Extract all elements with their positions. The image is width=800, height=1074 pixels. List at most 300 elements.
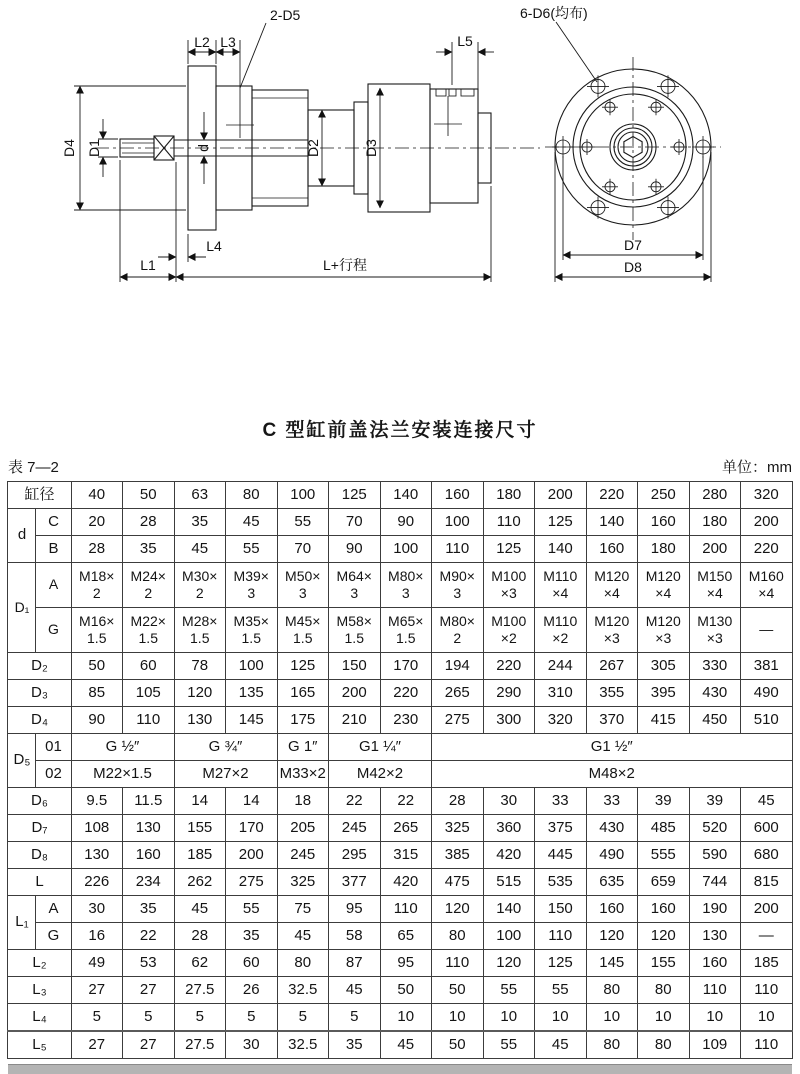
table-cell: 40: [71, 482, 123, 509]
table-cell: 80: [277, 950, 329, 977]
table-cell: 130: [123, 815, 175, 842]
table-cell: 26: [226, 977, 278, 1004]
table-cell: 87: [329, 950, 381, 977]
dim-label-d3: D3: [363, 139, 379, 157]
table-cell: —: [741, 923, 793, 950]
table-cell: 110: [432, 536, 484, 563]
table-row: [8, 1031, 792, 1059]
table-cell: 55: [483, 977, 535, 1004]
table-cell: 160: [586, 536, 638, 563]
table-cell: 10: [432, 1004, 484, 1032]
table-cell: 50: [432, 977, 484, 1004]
table-cell: 53: [123, 950, 175, 977]
table-cell: M120 ×3: [638, 608, 690, 653]
table-cell: 110: [535, 923, 587, 950]
table-cell: 210: [329, 707, 381, 734]
table-cell: 62: [174, 950, 226, 977]
table-cell: M30× 2: [174, 563, 226, 608]
table-cell: 109: [689, 1031, 741, 1059]
dim-label-d1: D1: [86, 139, 102, 157]
table-cell: 22: [329, 788, 381, 815]
table-cell: 33: [586, 788, 638, 815]
table-cell: 32.5: [277, 1031, 329, 1059]
table-cell: 125: [535, 509, 587, 536]
table-cell: 27: [71, 1031, 123, 1059]
table-cell: M22× 1.5: [123, 608, 175, 653]
table-cell: 360: [483, 815, 535, 842]
dim-label-l5: L5: [457, 33, 473, 49]
table-cell: 275: [226, 869, 278, 896]
table-cell: 90: [71, 707, 123, 734]
table-cell: M100 ×2: [483, 608, 535, 653]
table-cell: 108: [71, 815, 123, 842]
table-cell: 27: [123, 977, 175, 1004]
table-cell: 381: [741, 653, 793, 680]
table-cell: 262: [174, 869, 226, 896]
table-cell: 420: [380, 869, 432, 896]
table-cell: 120: [586, 923, 638, 950]
table-cell: 265: [380, 815, 432, 842]
dim-label-d8: D8: [624, 259, 642, 275]
table-cell: 28: [174, 923, 226, 950]
table-cell: 80: [586, 977, 638, 1004]
table-cell: G1 ¼″: [329, 734, 432, 761]
table-cell: 80: [586, 1031, 638, 1059]
table-cell: 175: [277, 707, 329, 734]
table-cell: 220: [483, 653, 535, 680]
dimension-table: [7, 481, 792, 1059]
table-cell: 515: [483, 869, 535, 896]
table-cell: 170: [226, 815, 278, 842]
table-cell: 160: [638, 896, 690, 923]
table-cell: 385: [432, 842, 484, 869]
table-cell: M100 ×3: [483, 563, 535, 608]
table-cell: 135: [226, 680, 278, 707]
row-label: D₄: [8, 707, 71, 734]
table-cell: 78: [174, 653, 226, 680]
table-cell: 27: [123, 1031, 175, 1059]
table-cell: 10: [741, 1004, 793, 1032]
table-row: [8, 653, 792, 680]
row-label: L₃: [8, 977, 71, 1004]
table-cell: 110: [741, 977, 793, 1004]
table-cell: 125: [483, 536, 535, 563]
row-sub-label: G: [36, 608, 71, 653]
table-cell: 50: [380, 977, 432, 1004]
table-cell: 45: [535, 1031, 587, 1059]
table-cell: 9.5: [71, 788, 123, 815]
table-cell: M35× 1.5: [226, 608, 278, 653]
table-cell: 520: [689, 815, 741, 842]
table-cell: 45: [174, 536, 226, 563]
table-cell: 325: [277, 869, 329, 896]
table-cell: M80× 3: [380, 563, 432, 608]
table-cell: 190: [689, 896, 741, 923]
table-cell: 20: [71, 509, 123, 536]
table-cell: 14: [174, 788, 226, 815]
table-cell: 95: [380, 950, 432, 977]
table-cell: 30: [483, 788, 535, 815]
table-cell: M33×2: [277, 761, 329, 788]
table-cell: 475: [432, 869, 484, 896]
table-cell: 220: [380, 680, 432, 707]
table-cell: M58× 1.5: [329, 608, 381, 653]
table-cell: 160: [689, 950, 741, 977]
table-cell: M110 ×2: [535, 608, 587, 653]
table-cell: 14: [226, 788, 278, 815]
table-cell: 125: [277, 653, 329, 680]
table-cell: 5: [174, 1004, 226, 1032]
table-cell: 33: [535, 788, 587, 815]
table-cell: 130: [71, 842, 123, 869]
table-cell: M24× 2: [123, 563, 175, 608]
table-cell: 744: [689, 869, 741, 896]
table-cell: 49: [71, 950, 123, 977]
row-sub-label: 01: [36, 734, 71, 761]
table-cell: 145: [226, 707, 278, 734]
row-sub-label: A: [36, 896, 71, 923]
table-row: [8, 1004, 792, 1032]
table-cell: 490: [586, 842, 638, 869]
table-cell: 395: [638, 680, 690, 707]
table-cell: 22: [380, 788, 432, 815]
table-cell: 45: [174, 896, 226, 923]
dim-label-2-d5: 2-D5: [270, 7, 301, 23]
dimensions: [74, 22, 711, 282]
table-cell: 58: [329, 923, 381, 950]
table-cell: 110: [689, 977, 741, 1004]
table-cell: 315: [380, 842, 432, 869]
table-cell: 230: [380, 707, 432, 734]
table-cell: 105: [123, 680, 175, 707]
table-cell: 377: [329, 869, 381, 896]
table-cell: 55: [226, 536, 278, 563]
dim-label-d2: D2: [305, 139, 321, 157]
table-row: [8, 707, 792, 734]
table-cell: 80: [432, 923, 484, 950]
table-cell: M28× 1.5: [174, 608, 226, 653]
row-label: L₄: [8, 1004, 71, 1032]
dim-label-6-d6: 6-D6(均布): [520, 5, 588, 21]
table-cell: 110: [380, 896, 432, 923]
table-cell: 275: [432, 707, 484, 734]
table-cell: 305: [638, 653, 690, 680]
table-cell: 330: [689, 653, 741, 680]
table-cell: 90: [329, 536, 381, 563]
row-label: D₇: [8, 815, 71, 842]
table-row: [8, 896, 792, 923]
table-row: [8, 761, 792, 788]
table-cell: 160: [638, 509, 690, 536]
row-sub-label: 02: [36, 761, 71, 788]
table-cell: 10: [689, 1004, 741, 1032]
table-cell: 635: [586, 869, 638, 896]
dim-label-l3: L3: [220, 34, 236, 50]
table-cell: 55: [226, 896, 278, 923]
table-cell: 10: [380, 1004, 432, 1032]
table-cell: M120 ×4: [638, 563, 690, 608]
table-cell: 45: [741, 788, 793, 815]
table-cell: M45× 1.5: [277, 608, 329, 653]
table-cell: 165: [277, 680, 329, 707]
table-cell: 370: [586, 707, 638, 734]
table-cell: 245: [329, 815, 381, 842]
table-cell: M64× 3: [329, 563, 381, 608]
table-cell: 70: [277, 536, 329, 563]
dim-label-l-stroke: L+行程: [323, 257, 367, 273]
table-cell: 155: [638, 950, 690, 977]
page-title: C 型缸前盖法兰安装连接尺寸: [262, 420, 538, 441]
table-cell: 45: [226, 509, 278, 536]
table-cell: 659: [638, 869, 690, 896]
table-cell: 200: [535, 482, 587, 509]
table-cell: M50× 3: [277, 563, 329, 608]
table-cell: M150 ×4: [689, 563, 741, 608]
table-cell: 815: [741, 869, 793, 896]
table-cell: M16× 1.5: [71, 608, 123, 653]
table-row: [8, 608, 792, 653]
table-row: [8, 950, 792, 977]
table-cell: 180: [483, 482, 535, 509]
table-cell: 30: [226, 1031, 278, 1059]
table-cell: 75: [277, 896, 329, 923]
table-cell: 160: [586, 896, 638, 923]
table-cell: 45: [380, 1031, 432, 1059]
table-cell: 125: [329, 482, 381, 509]
table-cell: 63: [174, 482, 226, 509]
table-cell: 39: [638, 788, 690, 815]
table-cell: 130: [689, 923, 741, 950]
table-cell: 27.5: [174, 1031, 226, 1059]
table-cell: 125: [535, 950, 587, 977]
table-row: [8, 482, 792, 509]
table-cell: 11.5: [123, 788, 175, 815]
table-cell: 35: [226, 923, 278, 950]
table-cell: 250: [638, 482, 690, 509]
table-cell: G ½″: [71, 734, 174, 761]
row-label: D₂: [8, 653, 71, 680]
table-cell: 10: [638, 1004, 690, 1032]
table-cell: M22×1.5: [71, 761, 174, 788]
row-label: L: [8, 869, 71, 896]
table-cell: 320: [741, 482, 793, 509]
table-cell: 555: [638, 842, 690, 869]
table-cell: 267: [586, 653, 638, 680]
table-cell: 200: [741, 509, 793, 536]
table-cell: 140: [586, 509, 638, 536]
table-row: [8, 815, 792, 842]
table-cell: 5: [226, 1004, 278, 1032]
table-cell: 245: [277, 842, 329, 869]
table-cell: 180: [638, 536, 690, 563]
table-cell: 80: [638, 1031, 690, 1059]
table-cell: G1 ½″: [432, 734, 793, 761]
table-cell: 450: [689, 707, 741, 734]
table-cell: 150: [329, 653, 381, 680]
table-cell: 415: [638, 707, 690, 734]
table-cell: 110: [432, 950, 484, 977]
row-sub-label: C: [36, 509, 71, 536]
row-group-label: L₁: [8, 896, 36, 950]
table-row: [8, 509, 792, 536]
table-cell: 45: [277, 923, 329, 950]
table-row: [8, 680, 792, 707]
table-cell: 80: [638, 977, 690, 1004]
table-cell: 110: [483, 509, 535, 536]
table-cell: M27×2: [174, 761, 277, 788]
table-row: [8, 842, 792, 869]
table-cell: 30: [71, 896, 123, 923]
table-cell: 290: [483, 680, 535, 707]
table-cell: 5: [277, 1004, 329, 1032]
table-cell: 100: [380, 536, 432, 563]
table-cell: 28: [71, 536, 123, 563]
table-cell: 185: [174, 842, 226, 869]
table-cell: 140: [380, 482, 432, 509]
table-cell: 375: [535, 815, 587, 842]
table-cell: 70: [329, 509, 381, 536]
table-cell: 155: [174, 815, 226, 842]
table-cell: 39: [689, 788, 741, 815]
table-cell: M90× 3: [432, 563, 484, 608]
table-row: [8, 563, 792, 608]
dim-label-d7: D7: [624, 237, 642, 253]
table-cell: 5: [329, 1004, 381, 1032]
unit-label: 单位：mm: [722, 459, 792, 476]
table-cell: M18× 2: [71, 563, 123, 608]
table-cell: 110: [123, 707, 175, 734]
table-cell: 28: [432, 788, 484, 815]
table-row: [8, 788, 792, 815]
table-cell: 55: [535, 977, 587, 1004]
row-label: D₈: [8, 842, 71, 869]
table-cell: 80: [226, 482, 278, 509]
table-cell: 100: [432, 509, 484, 536]
table-cell: 32.5: [277, 977, 329, 1004]
table-cell: 90: [380, 509, 432, 536]
table-cell: 325: [432, 815, 484, 842]
table-cell: M160 ×4: [741, 563, 793, 608]
table-cell: 100: [277, 482, 329, 509]
table-cell: 200: [226, 842, 278, 869]
table-cell: —: [741, 608, 793, 653]
row-group-label: D₅: [8, 734, 36, 788]
table-cell: 445: [535, 842, 587, 869]
table-cell: 485: [638, 815, 690, 842]
table-cell: 60: [123, 653, 175, 680]
table-cell: 430: [586, 815, 638, 842]
table-meta: [8, 456, 792, 477]
table-cell: 265: [432, 680, 484, 707]
table-row: [8, 923, 792, 950]
front-view: [545, 57, 721, 240]
table-cell: 145: [586, 950, 638, 977]
table-cell: 130: [174, 707, 226, 734]
table-cell: 600: [741, 815, 793, 842]
table-cell: 200: [329, 680, 381, 707]
table-cell: 160: [123, 842, 175, 869]
table-cell: 18: [277, 788, 329, 815]
table-cell: 5: [123, 1004, 175, 1032]
table-cell: 590: [689, 842, 741, 869]
table-cell: M65× 1.5: [380, 608, 432, 653]
table-cell: 28: [123, 509, 175, 536]
table-cell: 55: [483, 1031, 535, 1059]
table-cell: 150: [535, 896, 587, 923]
table-cell: 55: [277, 509, 329, 536]
dim-label-d4: D4: [61, 139, 77, 157]
row-group-label: D₁: [8, 563, 36, 653]
row-label: 缸径: [8, 482, 71, 509]
row-label: L₂: [8, 950, 71, 977]
table-cell: 120: [638, 923, 690, 950]
technical-drawing: [0, 0, 800, 300]
table-cell: 100: [483, 923, 535, 950]
table-cell: M80× 2: [432, 608, 484, 653]
dimension-table-body: [8, 482, 792, 1059]
table-cell: 234: [123, 869, 175, 896]
table-cell: 220: [741, 536, 793, 563]
table-cell: 22: [123, 923, 175, 950]
table-cell: 300: [483, 707, 535, 734]
table-cell: M120 ×3: [586, 608, 638, 653]
row-sub-label: G: [36, 923, 71, 950]
table-cell: 295: [329, 842, 381, 869]
row-label: D₆: [8, 788, 71, 815]
table-cell: M48×2: [432, 761, 793, 788]
table-cell: M130 ×3: [689, 608, 741, 653]
dim-label-l4: L4: [206, 238, 222, 254]
row-label: D₃: [8, 680, 71, 707]
table-cell: G 1″: [277, 734, 329, 761]
table-cell: 27.5: [174, 977, 226, 1004]
table-cell: 355: [586, 680, 638, 707]
table-cell: 50: [432, 1031, 484, 1059]
next-table-edge: [8, 1064, 792, 1074]
table-cell: 10: [586, 1004, 638, 1032]
table-cell: 140: [535, 536, 587, 563]
table-cell: 10: [483, 1004, 535, 1032]
table-cell: M39× 3: [226, 563, 278, 608]
table-number: 表 7—2: [8, 459, 59, 476]
table-cell: 200: [741, 896, 793, 923]
table-cell: 120: [174, 680, 226, 707]
table-cell: 35: [123, 896, 175, 923]
table-cell: 35: [123, 536, 175, 563]
table-cell: 27: [71, 977, 123, 1004]
row-group-label: d: [8, 509, 36, 563]
table-cell: 160: [432, 482, 484, 509]
table-cell: 490: [741, 680, 793, 707]
table-cell: 45: [329, 977, 381, 1004]
table-cell: 510: [741, 707, 793, 734]
table-cell: 85: [71, 680, 123, 707]
table-cell: 35: [329, 1031, 381, 1059]
row-label: L₅: [8, 1031, 71, 1059]
table-cell: 226: [71, 869, 123, 896]
table-cell: 185: [741, 950, 793, 977]
table-cell: 535: [535, 869, 587, 896]
table-cell: 120: [483, 950, 535, 977]
row-sub-label: B: [36, 536, 71, 563]
table-cell: 170: [380, 653, 432, 680]
table-row: [8, 977, 792, 1004]
table-cell: 180: [689, 509, 741, 536]
table-cell: G ¾″: [174, 734, 277, 761]
table-cell: 16: [71, 923, 123, 950]
table-cell: 100: [226, 653, 278, 680]
table-row: [8, 869, 792, 896]
